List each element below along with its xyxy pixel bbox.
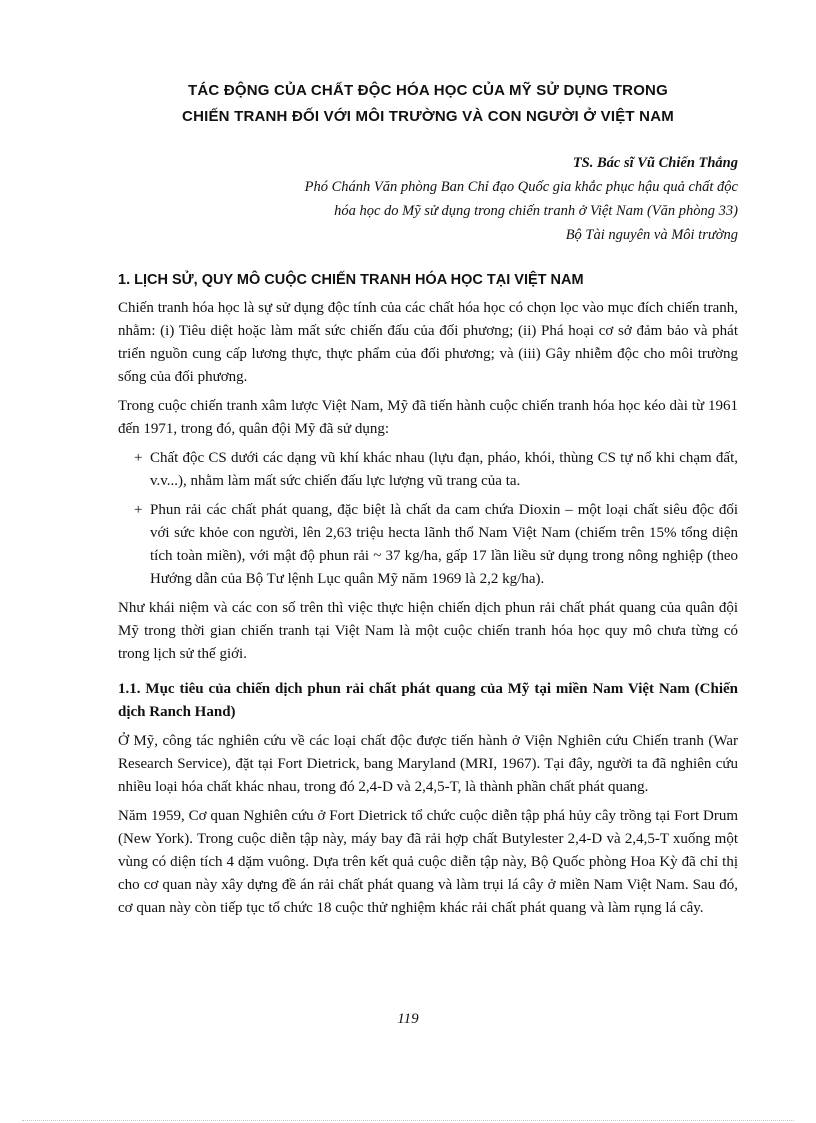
title-line-1: TÁC ĐỘNG CỦA CHẤT ĐỘC HÓA HỌC CỦA MỸ SỬ DỤNG TRONG <box>188 82 668 99</box>
page-number: 119 <box>397 1011 419 1027</box>
author-affiliation-2: hóa học do Mỹ sử dụng trong chiến tranh ở Việt Nam (Văn phòng 33) <box>334 203 738 219</box>
bullet-text-2: Phun rải các chất phát quang, đặc biệt là chất da cam chứa Dioxin – một loại chất siêu độc đối với sức khỏe con người, lên 2,63 triệu hecta lãnh thổ Nam Việt Nam (chiếm trên 15% tổng diện tích toàn miền), với mật độ phun rải ~ 37 kg/ha, gấp 17 lần liều sử dụng trong nông nghiệp (theo Hướng dẫn của Bộ Tư lệnh Lục quân Mỹ năm 1969 là 2,2 kg/ha). <box>150 502 738 587</box>
bullet-text-1: Chất độc CS dưới các dạng vũ khí khác nhau (lựu đạn, pháo, khói, thùng CS tự nổ khi chạm đất, v.v...), nhằm làm mất sức chiến đấu lực lượng vũ trang của ta. <box>150 450 738 489</box>
title-line-2: CHIẾN TRANH ĐỐI VỚI MÔI TRƯỜNG VÀ CON NGƯỜI Ở VIỆT NAM <box>182 108 674 125</box>
author-affiliation-1: Phó Chánh Văn phòng Ban Chỉ đạo Quốc gia khắc phục hậu quả chất độc <box>304 179 738 195</box>
author-name: TS. Bác sĩ Vũ Chiến Thắng <box>572 155 738 171</box>
bullet-marker: + <box>134 502 143 518</box>
section-1-paragraph-3: Như khái niệm và các con số trên thì việc thực hiện chiến dịch phun rải chất phát quang của quân đội Mỹ trong thời gian chiến tranh tại Việt Nam là một cuộc chiến tranh hóa học quy mô chưa từng có trong lịch sử thế giới. <box>118 600 738 662</box>
page-bottom-divider <box>22 1120 794 1121</box>
section-1-1-paragraph-1: Ở Mỹ, công tác nghiên cứu về các loại chất độc được tiến hành ở Viện Nghiên cứu Chiến tranh (War Research Service), đặt tại Fort Dietrick, bang Maryland (MRI, 1967). Tại đây, người ta đã nghiên cứu nhiều loại hóa chất khác nhau, trong đó 2,4-D và 2,4,5-T, là thành phần chất phát quang. <box>118 733 738 795</box>
document-page <box>118 78 738 926</box>
document-title <box>118 78 738 130</box>
bullet-marker: + <box>134 450 143 466</box>
bullet-item-1 <box>118 447 738 493</box>
section-1-1-heading: 1.1. Mục tiêu của chiến dịch phun rải chất phát quang của Mỹ tại miền Nam Việt Nam (Chiến dịch Ranch Hand) <box>118 681 738 720</box>
author-block <box>118 151 738 247</box>
section-1-paragraph-1: Chiến tranh hóa học là sự sử dụng độc tính của các chất hóa học có chọn lọc vào mục đích chiến tranh, nhằm: (i) Tiêu diệt hoặc làm mất sức chiến đấu của đối phương; (ii) Phá hoại cơ sở đảm bảo và phát triển nguồn cung cấp lương thực, thực phẩm của đối phương; và (iii) Gây nhiễm độc cho môi trường sống của đối phương. <box>118 300 738 385</box>
author-affiliation-3: Bộ Tài nguyên và Môi trường <box>565 227 738 243</box>
bullet-item-2 <box>118 499 738 591</box>
section-1-1-paragraph-2: Năm 1959, Cơ quan Nghiên cứu ở Fort Dietrick tổ chức cuộc diễn tập phá hủy cây trồng tại Fort Drum (New York). Trong cuộc diễn tập này, máy bay đã rải hợp chất Butylester 2,4-D và 2,4,5-T xuống một vùng có diện tích 4 dặm vuông. Dựa trên kết quả cuộc diễn tập này, Bộ Quốc phòng Hoa Kỳ đã chỉ thị cho cơ quan này xây dựng đề án rải chất phát quang và làm trụi lá cây ở miền Nam Việt Nam. Sau đó, cơ quan này còn tiếp tục tổ chức 18 cuộc thử nghiệm khác rải chất phát quang và làm rụng lá cây. <box>118 808 738 916</box>
section-1-heading: 1. LỊCH SỬ, QUY MÔ CUỘC CHIẾN TRANH HÓA HỌC TẠI VIỆT NAM <box>118 272 584 288</box>
section-1-paragraph-2: Trong cuộc chiến tranh xâm lược Việt Nam, Mỹ đã tiến hành cuộc chiến tranh hóa học kéo dài từ 1961 đến 1971, trong đó, quân đội Mỹ đã sử dụng: <box>118 398 738 437</box>
